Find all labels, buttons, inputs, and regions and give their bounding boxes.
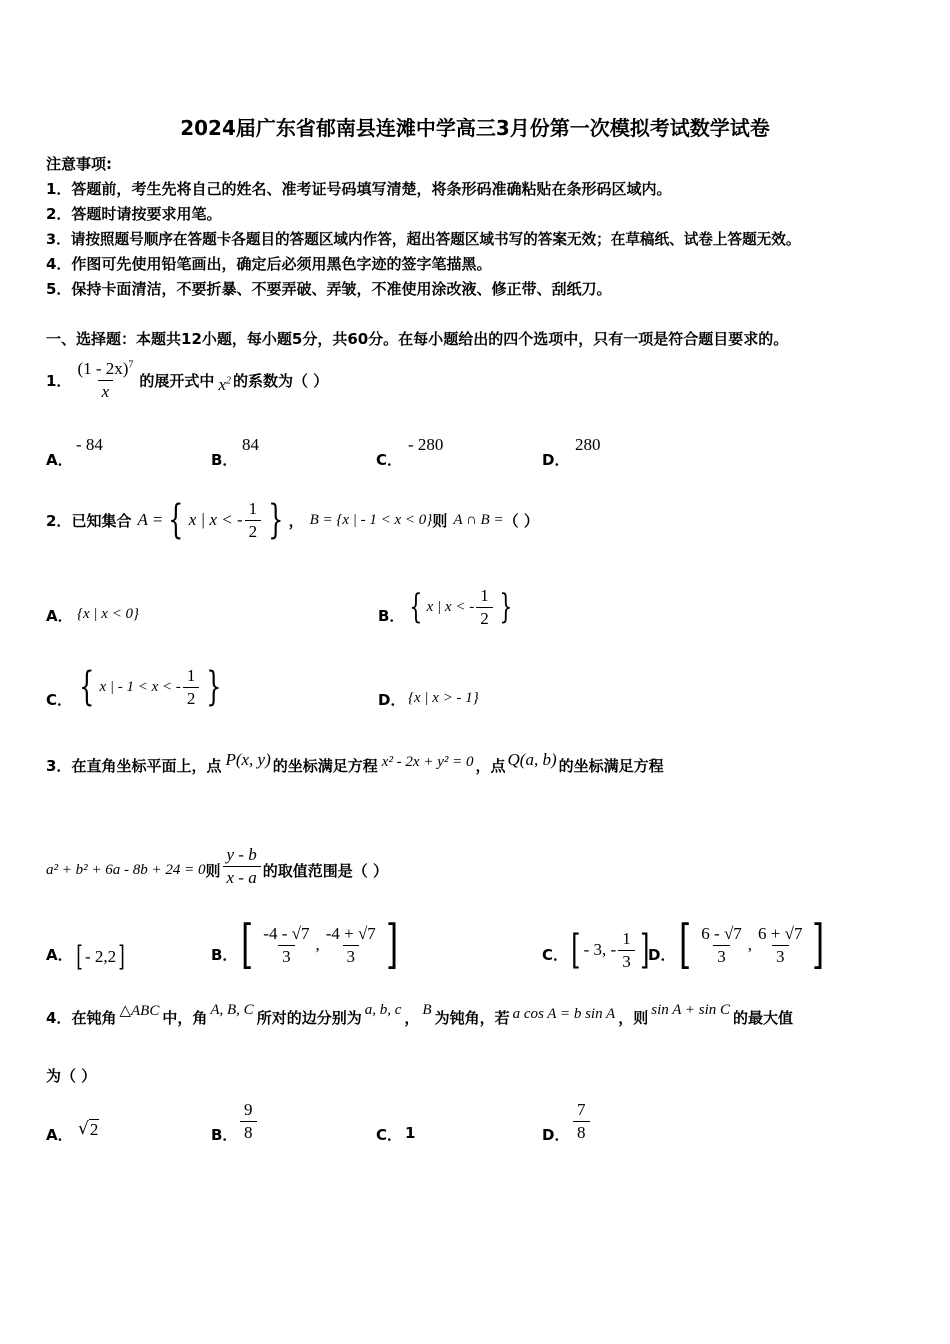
exponent: 7 bbox=[128, 358, 134, 370]
question-text: 在直角坐标平面上，点 bbox=[71, 756, 222, 775]
fraction-numerator: y - b bbox=[226, 844, 257, 864]
triangle-abc: △ABC bbox=[119, 1002, 160, 1019]
option-d-value[interactable]: $\frac{7}{8}$ bbox=[571, 1098, 592, 1144]
option-a-label: A． bbox=[46, 946, 73, 964]
question-text: （ ） bbox=[503, 511, 539, 530]
question-text: 的展开式中 bbox=[139, 371, 215, 390]
comma: ， bbox=[288, 511, 304, 530]
fraction-denominator: x bbox=[98, 380, 114, 402]
notice-item: 2．答题时请按要求用笔。 bbox=[46, 205, 222, 223]
target-expr: sin A + sin C bbox=[651, 1001, 730, 1018]
option-b-value[interactable]: { x | x < - $\frac{1}{2}$ } bbox=[409, 585, 513, 628]
fraction bbox=[73, 359, 137, 402]
question-number: 2． bbox=[46, 511, 72, 530]
question-text: 则 bbox=[432, 511, 448, 530]
math-variable: $x^2$ bbox=[218, 375, 231, 394]
question-text: ，点 bbox=[475, 756, 506, 775]
option-a-value[interactable]: [ - 2,2 ] bbox=[76, 940, 125, 973]
option-c-value[interactable]: - 280 bbox=[408, 435, 444, 454]
set-a-body: x | x < - bbox=[188, 510, 243, 529]
sqrt-icon: √ bbox=[78, 1119, 89, 1139]
option-c-value[interactable]: { x | - 1 < x < - $\frac{1}{2}$ } bbox=[79, 664, 222, 710]
question-text: 的最大值 bbox=[733, 1008, 794, 1027]
notice-heading: 注意事项: bbox=[46, 155, 112, 173]
notice-item: 1．答题前，考生先将自己的姓名、准考证号码填写清楚，将条形码准确粘贴在条形码区域内。 bbox=[46, 180, 672, 198]
question-number: 4． bbox=[46, 1008, 72, 1027]
option-c-label: C． bbox=[376, 1126, 403, 1144]
fraction bbox=[223, 845, 261, 888]
point-q: Q(a, b) bbox=[507, 750, 557, 769]
fraction-denominator: x - a bbox=[223, 866, 261, 888]
option-d-label: D． bbox=[378, 691, 406, 709]
option-c-label: C． bbox=[376, 451, 403, 469]
question-number: 1． bbox=[46, 371, 72, 390]
question-1 bbox=[46, 352, 328, 408]
option-d-label: D． bbox=[542, 451, 570, 469]
option-b-value[interactable]: $\frac{9}{8}$ bbox=[238, 1098, 259, 1144]
question-text: 为钝角，若 bbox=[434, 1008, 510, 1027]
fraction-numerator: 1 bbox=[248, 498, 258, 518]
angles: A, B, C bbox=[210, 1001, 254, 1018]
option-a-label: A． bbox=[46, 607, 73, 625]
option-a-value[interactable]: - 84 bbox=[76, 435, 103, 454]
angle-b: B bbox=[422, 1001, 432, 1018]
question-text: ，则 bbox=[618, 1008, 649, 1027]
question-text: 已知集合 bbox=[71, 511, 132, 530]
left-brace: { bbox=[168, 497, 184, 543]
question-3-line-1 bbox=[46, 747, 664, 783]
option-b-label: B． bbox=[211, 946, 238, 964]
point-p: P(x, y) bbox=[225, 750, 271, 769]
option-a-value[interactable]: √ 2 bbox=[78, 1119, 99, 1139]
fraction-numerator: (1 - 2x) bbox=[77, 358, 129, 378]
page-title: 2024届广东省郁南县连滩中学高三3月份第一次模拟考试数学试卷 bbox=[180, 116, 770, 140]
option-b-value[interactable]: 84 bbox=[242, 435, 259, 454]
fraction-denominator: 2 bbox=[245, 520, 262, 542]
condition-expr: a cos A = b sin A bbox=[512, 1005, 616, 1022]
equation-1: x² - 2x + y² = 0 bbox=[381, 753, 474, 770]
option-c-value[interactable]: [ - 3, - $\frac{1}{3}$ ] bbox=[571, 927, 650, 973]
question-text: 在钝角 bbox=[71, 1008, 117, 1027]
option-c-label: C． bbox=[46, 691, 73, 709]
right-brace: } bbox=[268, 497, 284, 543]
question-text: ， bbox=[404, 1008, 420, 1027]
option-d-value[interactable]: 280 bbox=[575, 435, 601, 454]
notice-item: 5．保持卡面清洁，不要折暴、不要弄破、弄皱，不准使用涂改液、修正带、刮纸刀。 bbox=[46, 280, 612, 298]
question-number: 3． bbox=[46, 756, 72, 775]
question-2 bbox=[46, 494, 539, 546]
option-d-label: D． bbox=[542, 1126, 570, 1144]
option-a-value[interactable]: {x | x < 0} bbox=[77, 606, 140, 622]
sides: a, b, c bbox=[364, 1001, 402, 1018]
option-b-value[interactable]: [ $\frac{-4 - √7}{3}$ , $\frac{-4 + √7}{3}$ ] bbox=[241, 915, 399, 975]
option-c-value[interactable]: 1 bbox=[405, 1124, 416, 1142]
option-d-value[interactable]: {x | x > - 1} bbox=[408, 690, 479, 706]
notice-item: 3．请按照题号顺序在答题卡各题目的答题区域内作答，超出答题区域书写的答案无效；在草稿纸、试卷上答题无效。 bbox=[46, 231, 801, 248]
question-3-line-2 bbox=[46, 831, 388, 887]
option-b-label: B． bbox=[211, 1126, 238, 1144]
question-text: 的取值范围是（ ） bbox=[262, 861, 388, 880]
set-b: B = {x | - 1 < x < 0} bbox=[309, 511, 433, 528]
option-b-label: B． bbox=[378, 607, 405, 625]
question-4-line-1 bbox=[46, 1000, 793, 1034]
notice-item: 4．作图可先使用铅笔画出，确定后必须用黑色字迹的签字笔描黑。 bbox=[46, 255, 492, 273]
question-text: 的系数为（ ） bbox=[232, 371, 329, 390]
section-heading: 一、选择题：本题共12小题，每小题5分，共60分。在每小题给出的四个选项中，只有一项是符合题目要求的。 bbox=[46, 330, 789, 348]
option-a-label: A． bbox=[46, 1126, 73, 1144]
option-d-value[interactable]: [ $\frac{6 - √7}{3}$ , $\frac{6 + √7}{3}$ ] bbox=[679, 915, 825, 975]
question-text: 的坐标满足方程 bbox=[272, 756, 378, 775]
option-b-label: B． bbox=[211, 451, 238, 469]
option-c-label: C． bbox=[542, 946, 569, 964]
option-a-label: A． bbox=[46, 451, 73, 469]
question-text: 的坐标满足方程 bbox=[558, 756, 664, 775]
fraction bbox=[245, 499, 262, 542]
intersection-expr: A ∩ B = bbox=[453, 511, 504, 528]
equation-2: a² + b² + 6a - 8b + 24 = 0 bbox=[46, 861, 206, 878]
question-text: 中，角 bbox=[162, 1008, 208, 1027]
set-a-lhs: A = bbox=[137, 510, 164, 529]
option-d-label: D． bbox=[648, 946, 676, 964]
question-text: 为（ ） bbox=[46, 1067, 97, 1085]
question-text: 则 bbox=[205, 861, 221, 880]
question-text: 所对的边分别为 bbox=[256, 1008, 362, 1027]
